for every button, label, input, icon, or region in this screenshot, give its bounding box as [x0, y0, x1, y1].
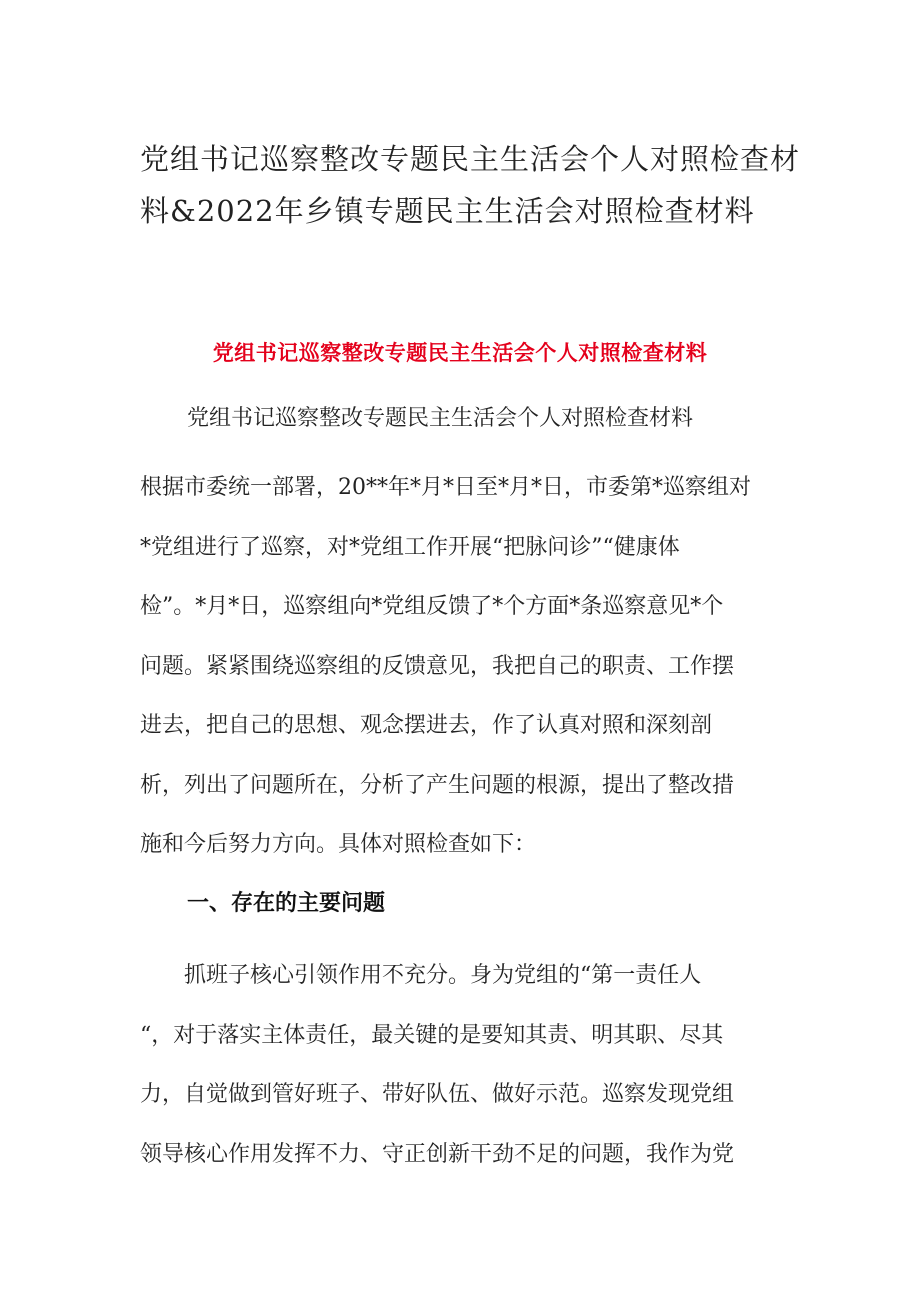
section-title: 党组书记巡察整改专题民主生活会个人对照检查材料	[212, 340, 708, 365]
paragraph-intro-line: 检”。*月*日，巡察组向*党组反馈了*个方面*条巡察意见*个	[140, 594, 724, 619]
document-title-line-1: 党组书记巡察整改专题民主生活会个人对照检查材	[140, 142, 801, 176]
paragraph-intro	[140, 458, 772, 875]
sub-title: 党组书记巡察整改专题民主生活会个人对照检查材料	[187, 406, 694, 431]
paragraph-intro-line: 进去，把自己的思想、观念摆进去，作了认真对照和深刻剖	[140, 713, 713, 738]
document-title-line-2: 料&2022年乡镇专题民主生活会对照检查材料	[140, 194, 755, 228]
paragraph-problems-line: 抓班子核心引领作用不充分。身为党组的“第一责任人	[184, 963, 702, 988]
document-title	[140, 133, 801, 237]
paragraph-intro-line: 问题。紧紧围绕巡察组的反馈意见，我把自己的职责、工作摆	[140, 653, 735, 679]
paragraph-intro-line: 根据市委统一部署，20**年*月*日至*月*日，市委第*巡察组对	[140, 475, 751, 500]
paragraph-problems	[140, 946, 772, 1184]
paragraph-intro-line: 析，列出了问题所在，分析了产生问题的根源，提出了整改措	[140, 772, 735, 798]
paragraph-intro-line: 施和今后努力方向。具体对照检查如下：	[140, 832, 537, 857]
paragraph-problems-line: “，对于落实主体责任，最关键的是要知其责、明其职、尽其	[140, 1022, 724, 1048]
heading-main-problems: 一、存在的主要问题	[187, 890, 386, 916]
paragraph-problems-line: 领导核心作用发挥不力、守正创新干劲不足的问题，我作为党	[140, 1141, 735, 1167]
paragraph-intro-line: *党组进行了巡察，对*党组工作开展“把脉问诊”“健康体	[140, 534, 680, 560]
paragraph-problems-line: 力，自觉做到管好班子、带好队伍、做好示范。巡察发现党组	[140, 1082, 735, 1107]
